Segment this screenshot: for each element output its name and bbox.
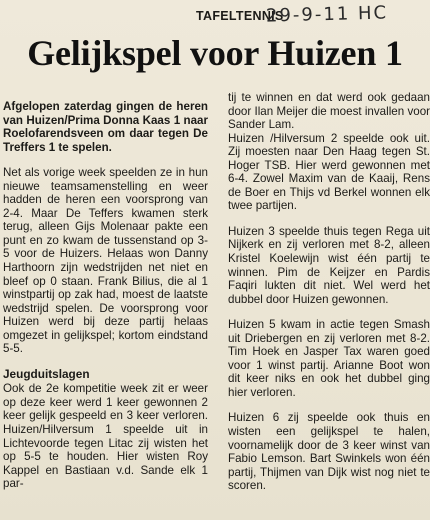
- article-column-right: [228, 91, 430, 505]
- handwritten-date: 29-9-11 HC: [265, 2, 389, 27]
- article-paragraph-youth: Ook de 2e kompetitie week zit er weer op deze keer werd 1 keer gewonnen 2 keer gelijk gespeeld en 3 keer verloren. Huizen/Hilversum 1 speelde uit in Lichtevoorde tegen Litac zij wisten het op 5-5 te houden. Hier wisten Roy Kappel en Bastiaan v.d. Sande elk 1 par-: [3, 382, 208, 491]
- article-paragraph: Net als vorige week speelden ze in hun nieuwe teamsamenstelling en weer hadden de heren een voorsprong van 2-4. Maar De Teffers kwamen sterk terug, alleen Gijs Molenaar pakte een punt en zo kwam de tussenstand op 3-5 voor de Huizers. Helaas won Danny Harthoorn zijn wedstrijden net niet en bleef op 0 staan. Frank Bilius, die al 1 winstpartij op zak had, moest de laatste wedstrijd spelen. De voorsprong voor Huizen werd bij deze partij helaas omgezet in gelijkspel; kortom eindstand 5-5.: [3, 166, 208, 356]
- subheading-youth-results: Jeugduitslagen: [3, 366, 90, 381]
- article-paragraph: Huizen 6 zij speelde ook thuis en wisten een gelijkspel te halen, voornamelijk door de 3 keer winst van Fabio Lemson. Bart Swinkels won één partij, Thijmen van Dijk wist nog niet te scoren.: [228, 411, 430, 493]
- section-rubric: TAFELTENNIS: [196, 9, 284, 23]
- article-paragraph-youth-continued: tij te winnen en dat werd ook gedaan door Ilan Meijer die moest invallen voor Sander Lam.: [228, 91, 430, 132]
- article-headline: Gelijkspel voor Huizen 1: [27, 33, 403, 73]
- article-column-left: [3, 100, 208, 491]
- article-paragraph: Huizen 3 speelde thuis tegen Rega uit Nijkerk en zij verloren met 8-2, alleen Kristel Koelewijn wist één partij te winnen. Pim de Keijzer en Pardis Faqiri lukten dit niet. Wel werd het dubbel door Huizen gewonnen.: [228, 224, 430, 306]
- article-paragraph: Huizen /Hilversum 2 speelde ook uit. Zij moesten naar Den Haag tegen St. Hoger TSB. Hier werd gewonnen met 6-4. Zowel Maxim van de Kaaij, Rens de Boer en Thijs vd Berkel wonnen elk twee partijen.: [228, 131, 430, 213]
- article-intro: Afgelopen zaterdag gingen de heren van Huizen/Prima Donna Kaas 1 naar Roelofarendsveen om daar tegen De Treffers 1 te spelen.: [3, 100, 208, 154]
- article-paragraph: Huizen 5 kwam in actie tegen Smash uit Driebergen en zij verloren met 8-2. Tim Hoek en Jasper Tax waren goed voor 1 winst partij. Arianne Boot won dit keer niks en ook het dubbel ging hier verloren.: [228, 318, 430, 399]
